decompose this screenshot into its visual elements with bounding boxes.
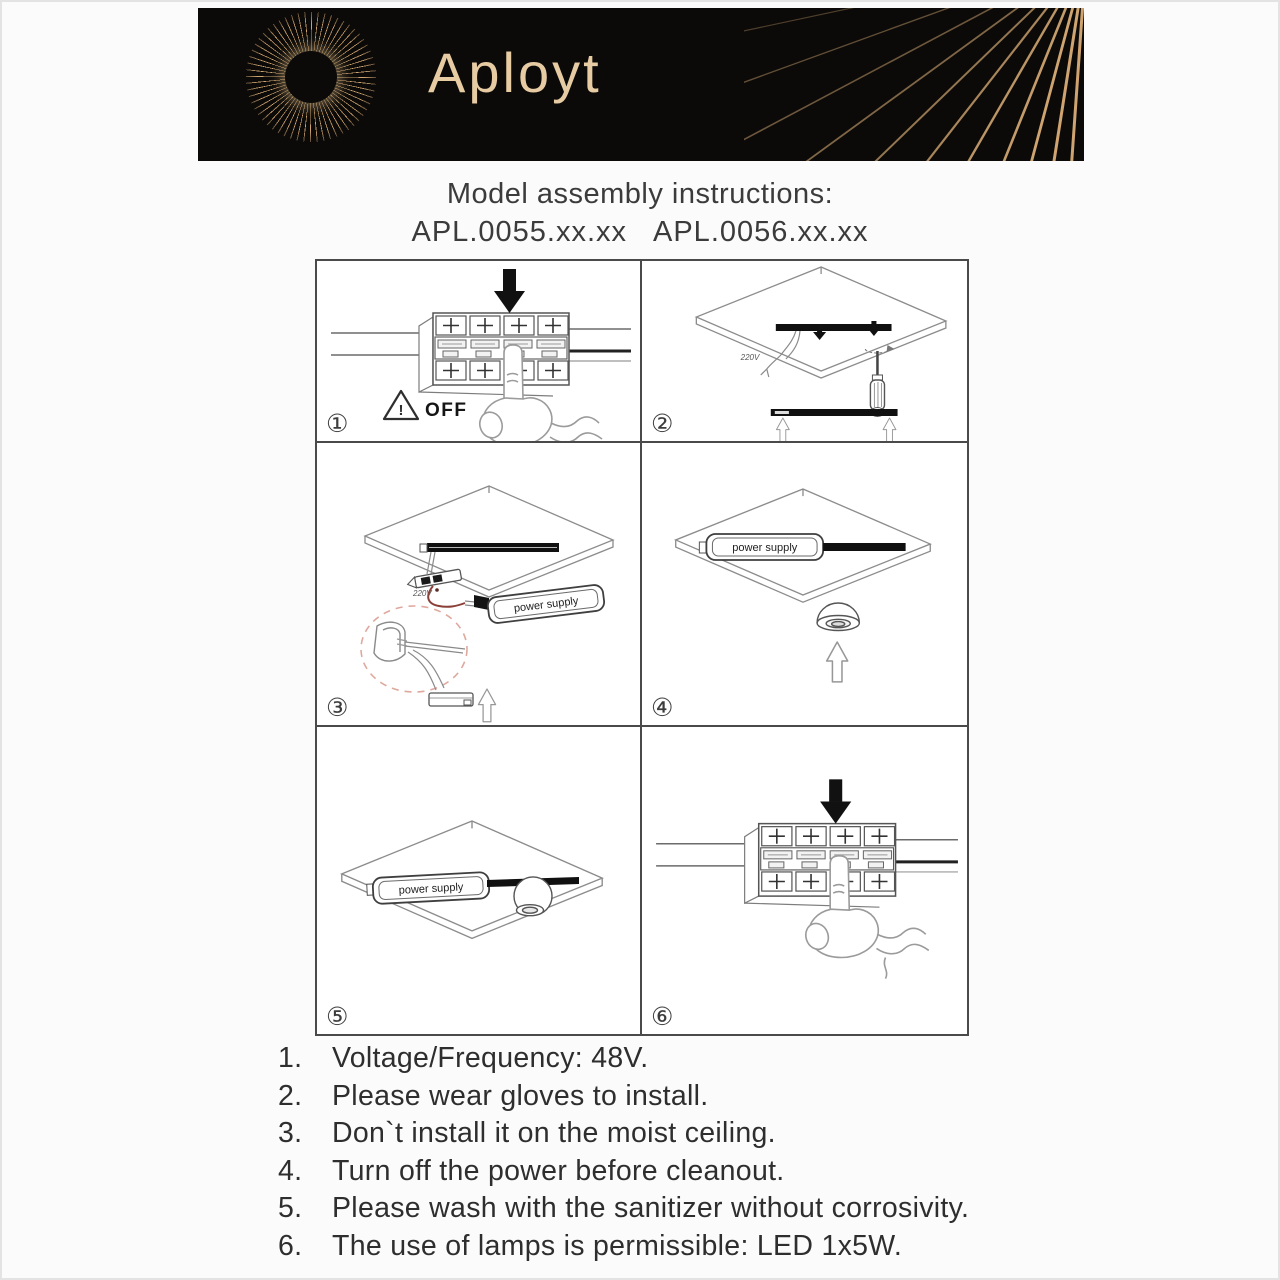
step-number-badge: ② [651, 409, 674, 438]
item-number: 1. [278, 1042, 303, 1074]
brand-banner [198, 8, 1084, 161]
assembly-steps-grid [315, 259, 969, 1036]
item-text: Voltage/Frequency: 48V. [332, 1042, 649, 1074]
voltage-label: 220V [740, 353, 760, 362]
step-6-illustration [642, 727, 967, 1034]
step-number-badge: ③ [326, 693, 349, 722]
item-text: Don`t install it on the moist ceiling. [332, 1117, 776, 1149]
warning-off [384, 391, 468, 421]
instruction-item [278, 1228, 969, 1266]
instruction-item [278, 1040, 969, 1078]
warning-off-label: OFF [425, 400, 468, 421]
item-text: The use of lamps is permissible: LED 1x5W. [332, 1229, 903, 1262]
sunburst-center [285, 51, 337, 103]
assembly-step-panel-6 [642, 727, 967, 1034]
loose-track-bar [771, 409, 898, 416]
connector-box [429, 693, 473, 706]
item-number: 6. [278, 1229, 303, 1262]
step-3-illustration [317, 443, 640, 725]
assembly-step-panel-2 [642, 261, 967, 443]
instruction-item [278, 1190, 969, 1228]
page-title: Model assembly instructions: [446, 178, 834, 210]
safety-instructions-list [278, 1040, 969, 1265]
spotlight-lamp [514, 877, 552, 916]
assembly-step-panel-3 [317, 443, 642, 727]
psu-plug [474, 595, 489, 610]
item-text: Please wear gloves to install. [332, 1079, 709, 1112]
item-number: 5. [278, 1192, 303, 1224]
item-number: 2. [278, 1079, 303, 1112]
screwdriver-icon [865, 345, 894, 417]
item-text: Please wash with the sanitizer without corrosivity. [332, 1192, 970, 1224]
assembly-step-panel-1 [317, 261, 642, 443]
step-5-illustration [317, 727, 640, 1034]
voltage-label: 220V [413, 589, 432, 598]
model-number-1: APL.0055.xx.xx [411, 216, 627, 248]
item-text: Turn off the power before cleanout. [332, 1154, 785, 1187]
step-number-badge: ① [326, 409, 349, 438]
mounted-track-bar [823, 543, 906, 551]
step-2-illustration [642, 261, 967, 441]
brand-name: Aployt [428, 41, 602, 104]
red-wire [428, 586, 465, 607]
spotlight-lamp [817, 603, 859, 631]
step-number-badge: ④ [651, 693, 674, 722]
model-numbers [0, 216, 1280, 249]
assembly-step-panel-5 [317, 727, 642, 1034]
step-number-badge: ⑤ [326, 1002, 349, 1031]
connector-detail [374, 622, 465, 690]
assembly-step-panel-4 [642, 443, 967, 727]
wire-connector [407, 569, 462, 589]
item-number: 4. [278, 1154, 303, 1187]
step-1-illustration [317, 261, 640, 441]
step-4-illustration [642, 443, 967, 725]
sunburst-logo-icon [246, 12, 376, 142]
step-number-badge: ⑥ [651, 1002, 674, 1031]
instruction-item [278, 1115, 969, 1153]
item-number: 3. [278, 1117, 303, 1149]
instruction-item [278, 1078, 969, 1116]
psu-cable [465, 601, 475, 606]
instruction-item [278, 1153, 969, 1191]
rays-decoration-icon [744, 8, 1084, 161]
warning-mark: ! [398, 402, 404, 419]
model-number-2: APL.0056.xx.xx [653, 216, 869, 248]
